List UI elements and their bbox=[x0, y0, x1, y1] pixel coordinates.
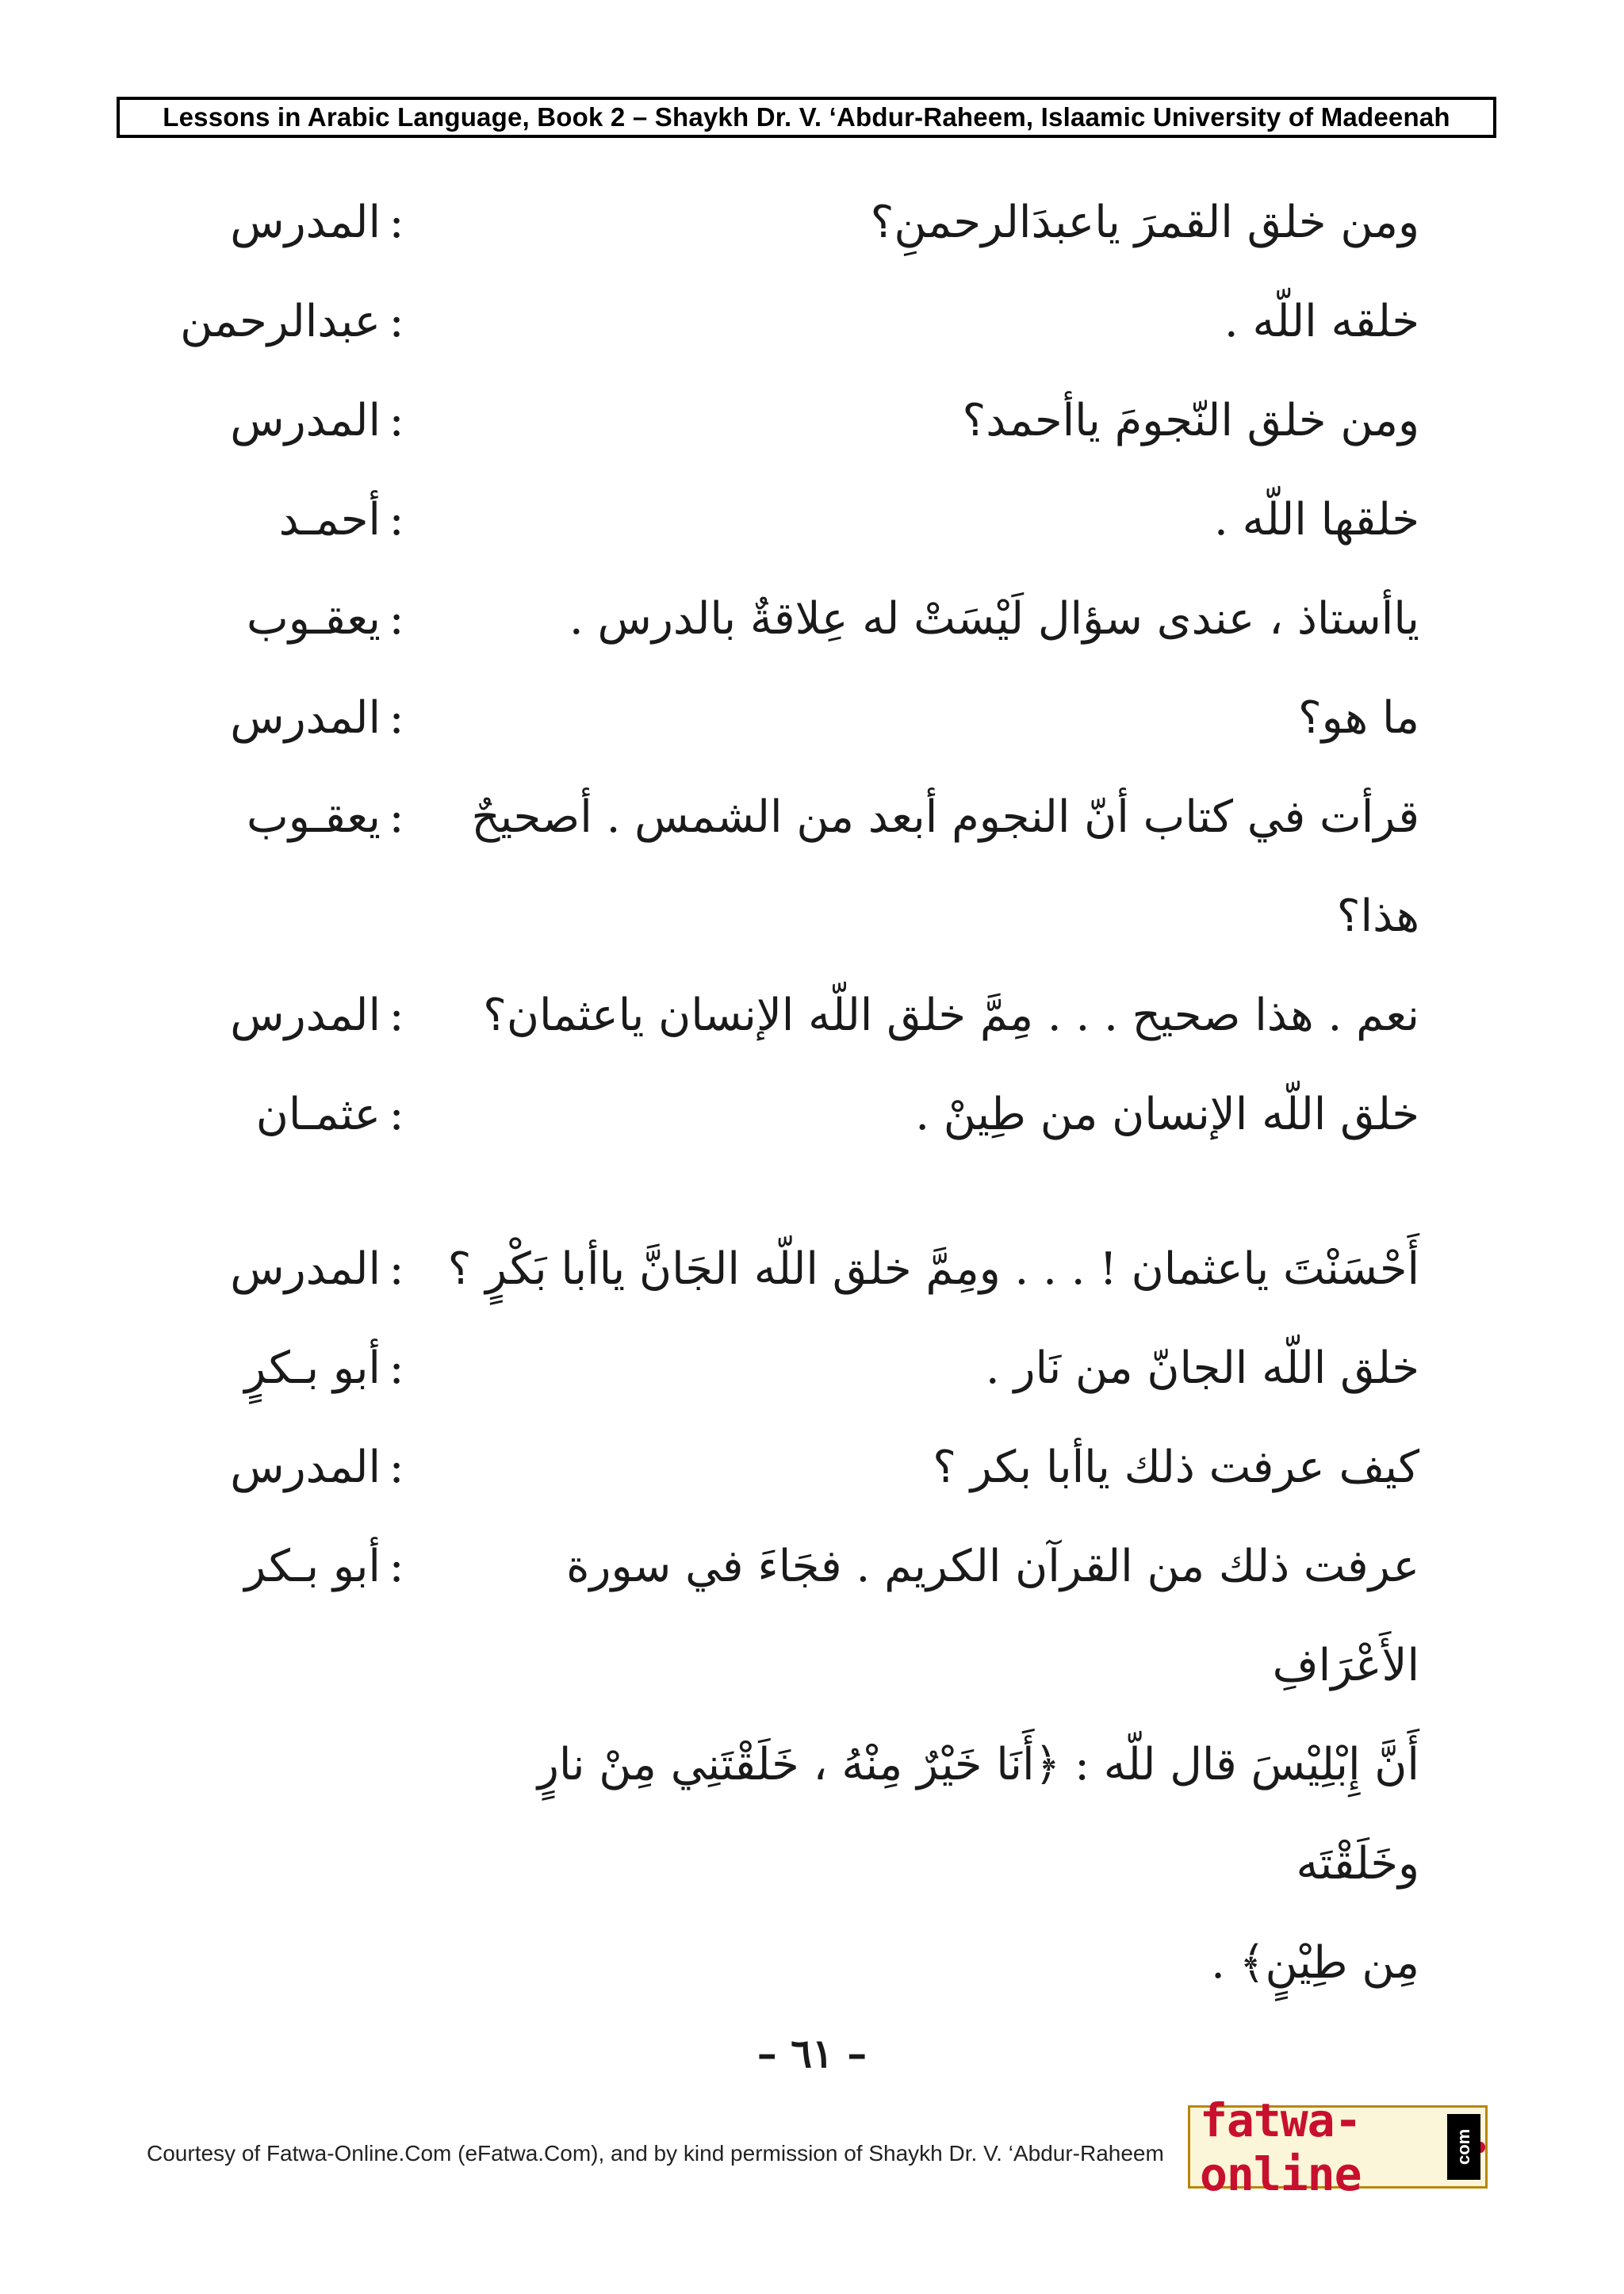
dialogue-line: أَنَّ إِبْلِيْسَ قال للّه : ﴿أَنَا خَيْرٌ مِنْهُ ، خَلَقْتَنِي مِنْ نارٍ وخَلَقْتَه bbox=[537, 1739, 1419, 1890]
dialogue-row bbox=[198, 470, 1419, 569]
dialogue-line: ما هو؟ bbox=[1297, 692, 1419, 744]
dialogue-line: أَحْسَنْتَ ياعثمان ! . . . ومِمَّ خلق اللّه الجَانَّ ياأبا بَكْرٍ ؟ bbox=[447, 1243, 1419, 1295]
speaker-colon: : bbox=[389, 692, 404, 744]
speaker-colon: : bbox=[389, 791, 404, 843]
speaker-colon: : bbox=[389, 1442, 404, 1493]
dialogue-line: نعم . هذا صحيح . . . مِمَّ خلق اللّه الإنسان ياعثمان؟ bbox=[483, 990, 1419, 1041]
speaker-name: المدرس bbox=[230, 197, 381, 248]
speaker-colon: : bbox=[389, 395, 404, 446]
speaker-name: المدرس bbox=[230, 1243, 381, 1295]
dialogue-line: ومن خلق النّجومَ ياأحمد؟ bbox=[962, 395, 1419, 446]
speaker-name: يعقـوب bbox=[247, 593, 381, 645]
speaker-colon: : bbox=[389, 990, 404, 1041]
dialogue-line: خلق اللّه الإنسان من طِينْ . bbox=[915, 1089, 1419, 1140]
footer-credit: Courtesy of Fatwa-Online.Com (eFatwa.Com), and by kind permission of Shaykh Dr. V. ‘Abdur-Raheem bbox=[147, 2141, 1164, 2166]
speaker-name: أحمـد bbox=[278, 494, 381, 546]
speaker-name: عبدالرحمن bbox=[180, 296, 381, 347]
speaker-colon: : bbox=[389, 1541, 404, 1592]
fatwa-online-logo bbox=[1188, 2093, 1488, 2201]
speaker-colon: : bbox=[389, 593, 404, 645]
dialogue-row bbox=[198, 1065, 1419, 1164]
header-title: Lessons in Arabic Language, Book 2 – Shaykh Dr. V. ‘Abdur-Raheem, Islaamic University of Madeenah bbox=[163, 102, 1450, 132]
dialogue-line: خلقها اللّه . bbox=[1214, 494, 1419, 546]
dialogue-row bbox=[198, 1319, 1419, 1418]
dialogue-line: مِن طِيْنٍ﴾ . bbox=[1211, 1937, 1419, 1989]
speaker-colon: : bbox=[389, 1243, 404, 1295]
dialogue-row bbox=[198, 1715, 1419, 1913]
dialogue-line: خلق اللّه الجانّ من نَار . bbox=[985, 1342, 1419, 1394]
speaker-colon: : bbox=[389, 197, 404, 248]
speaker-name: المدرس bbox=[230, 692, 381, 744]
speaker-name: عثمـان bbox=[255, 1089, 381, 1140]
page-header bbox=[117, 97, 1496, 138]
dialogue-row bbox=[198, 1517, 1419, 1715]
logo-com-badge: com bbox=[1447, 2114, 1480, 2180]
speaker-colon: : bbox=[389, 494, 404, 546]
section-gap bbox=[198, 1164, 1419, 1220]
dialogue-row bbox=[198, 768, 1419, 867]
page-number: – ٦١ – bbox=[756, 2030, 868, 2077]
dialogue-row bbox=[198, 867, 1419, 966]
dialogue-line: هذا؟ bbox=[1336, 890, 1419, 942]
dialogue-row bbox=[198, 1220, 1419, 1319]
dialogue-row bbox=[198, 1913, 1419, 2013]
dialogue-line: خلقه اللّه . bbox=[1224, 296, 1419, 347]
dialogue-row bbox=[198, 1418, 1419, 1517]
dialogue-line: ومن خلق القمرَ ياعبدَالرحمنِ؟ bbox=[870, 197, 1419, 248]
speaker-colon: : bbox=[389, 1342, 404, 1394]
dialogue-row bbox=[198, 371, 1419, 470]
dialogue-row bbox=[180, 272, 1419, 371]
speaker-colon: : bbox=[389, 296, 404, 347]
logo-wordmark: fatwa-online bbox=[1200, 2093, 1362, 2201]
speaker-name: المدرس bbox=[230, 395, 381, 446]
dialogue-line: عرفت ذلك من القرآن الكريم . فجَاءَ في سورة الأَعْرَافِ bbox=[566, 1541, 1419, 1691]
dialogue-row bbox=[198, 668, 1419, 768]
dialogue-block bbox=[180, 173, 1419, 2013]
speaker-name: المدرس bbox=[230, 990, 381, 1041]
speaker-name: يعقـوب bbox=[247, 791, 381, 843]
dialogue-row bbox=[198, 966, 1419, 1065]
dialogue-row bbox=[198, 173, 1419, 272]
speaker-colon: : bbox=[389, 1089, 404, 1140]
speaker-name: أبو بـكر bbox=[244, 1541, 381, 1592]
speaker-name: المدرس bbox=[230, 1442, 381, 1493]
dialogue-line: كيف عرفت ذلك ياأبا بكر ؟ bbox=[933, 1442, 1419, 1493]
speaker-name: أبو بـكرٍ bbox=[244, 1342, 381, 1394]
dialogue-line: قرأت في كتاب أنّ النجوم أبعد من الشمس . أصحيحٌ bbox=[471, 791, 1419, 843]
dialogue-row bbox=[198, 569, 1419, 668]
dialogue-line: ياأستاذ ، عندى سؤال لَيْسَتْ له عِلاقةٌ بالدرس . bbox=[569, 593, 1419, 645]
